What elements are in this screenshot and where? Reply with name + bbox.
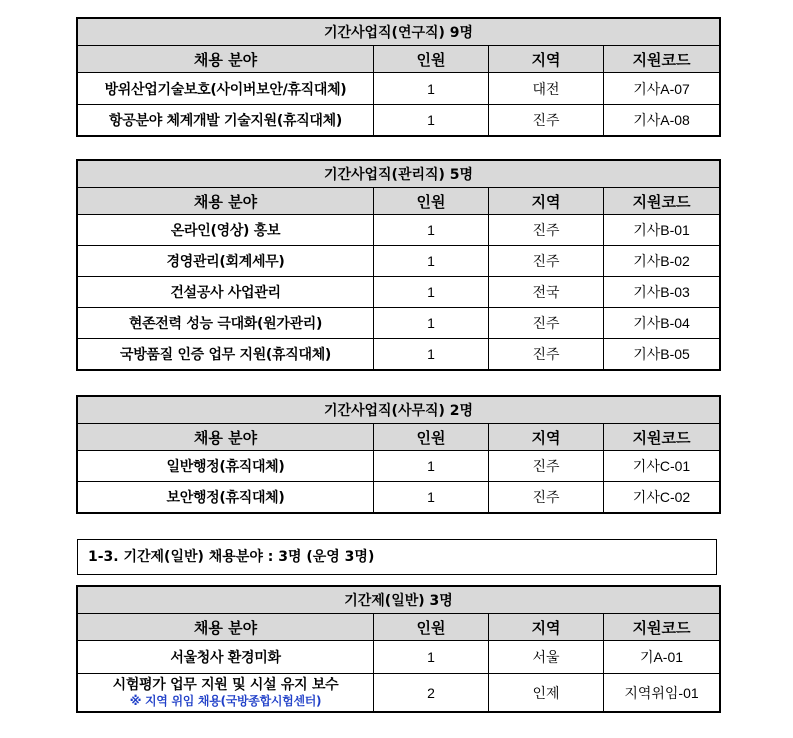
field-cell: 온라인(영상) 홍보 — [78, 215, 374, 246]
header-code: 지원코드 — [604, 614, 720, 641]
table-row — [78, 246, 720, 277]
region-cell: 진주 — [489, 339, 604, 370]
general-table-title: 기간제(일반) 3명 — [78, 587, 720, 614]
header-field: 채용 분야 — [78, 614, 374, 641]
code-cell: 기사C-01 — [604, 451, 720, 482]
header-region: 지역 — [489, 188, 604, 215]
header-field: 채용 분야 — [78, 46, 374, 73]
management-table-title: 기간사업직(관리직) 5명 — [78, 161, 720, 188]
table-row — [78, 105, 720, 136]
header-region: 지역 — [489, 424, 604, 451]
table-row — [78, 73, 720, 105]
count-cell: 1 — [374, 482, 489, 513]
header-count: 인원 — [374, 424, 489, 451]
region-cell: 진주 — [489, 246, 604, 277]
table-row — [78, 482, 720, 513]
section-heading-general: 1-3. 기간제(일반) 채용분야 : 3명 (운영 3명) — [77, 539, 717, 575]
count-cell: 1 — [374, 339, 489, 370]
field-cell: 국방품질 인증 업무 지원(휴직대체) — [78, 339, 374, 370]
field-main-text: 시험평가 업무 지원 및 시설 유지 보수 — [112, 677, 339, 693]
region-cell: 전국 — [489, 277, 604, 308]
table-row — [78, 451, 720, 482]
research-positions-table — [77, 18, 720, 136]
general-positions-table — [77, 586, 720, 712]
region-cell: 진주 — [489, 451, 604, 482]
header-count: 인원 — [374, 46, 489, 73]
field-cell: 보안행정(휴직대체) — [78, 482, 374, 513]
code-cell: 기A-01 — [604, 641, 720, 674]
region-cell: 서울 — [489, 641, 604, 674]
header-count: 인원 — [374, 614, 489, 641]
header-code: 지원코드 — [604, 46, 720, 73]
header-region: 지역 — [489, 46, 604, 73]
count-cell: 1 — [374, 73, 489, 105]
field-cell: 현존전력 성능 극대화(원가관리) — [78, 308, 374, 339]
count-cell: 1 — [374, 215, 489, 246]
field-note: ※ 지역 위임 채용(국방종합시험센터) — [129, 694, 322, 708]
header-field: 채용 분야 — [78, 424, 374, 451]
count-cell: 1 — [374, 277, 489, 308]
region-cell: 진주 — [489, 482, 604, 513]
region-cell: 진주 — [489, 105, 604, 136]
field-cell: 방위산업기술보호(사이버보안/휴직대체) — [78, 73, 374, 105]
table-row — [78, 641, 720, 674]
region-cell: 진주 — [489, 215, 604, 246]
code-cell: 기사B-05 — [604, 339, 720, 370]
count-cell: 1 — [374, 105, 489, 136]
region-cell: 인제 — [489, 674, 604, 712]
code-cell: 기사B-01 — [604, 215, 720, 246]
table-row — [78, 339, 720, 370]
header-code: 지원코드 — [604, 424, 720, 451]
header-count: 인원 — [374, 188, 489, 215]
research-table-title: 기간사업직(연구직) 9명 — [78, 19, 720, 46]
count-cell: 2 — [374, 674, 489, 712]
header-field: 채용 분야 — [78, 188, 374, 215]
management-positions-table — [77, 160, 720, 370]
field-cell — [78, 674, 374, 712]
table-row — [78, 308, 720, 339]
code-cell: 기사B-02 — [604, 246, 720, 277]
code-cell: 기사B-03 — [604, 277, 720, 308]
field-cell: 일반행정(휴직대체) — [78, 451, 374, 482]
header-region: 지역 — [489, 614, 604, 641]
office-table-title: 기간사업직(사무직) 2명 — [78, 397, 720, 424]
field-cell: 경영관리(회계세무) — [78, 246, 374, 277]
code-cell: 기사B-04 — [604, 308, 720, 339]
count-cell: 1 — [374, 308, 489, 339]
code-cell: 기사A-07 — [604, 73, 720, 105]
field-cell: 건설공사 사업관리 — [78, 277, 374, 308]
code-cell: 기사C-02 — [604, 482, 720, 513]
table-row — [78, 215, 720, 246]
office-positions-table — [77, 396, 720, 513]
count-cell: 1 — [374, 451, 489, 482]
table-row — [78, 674, 720, 712]
code-cell: 지역위임-01 — [604, 674, 720, 712]
field-cell: 서울청사 환경미화 — [78, 641, 374, 674]
code-cell: 기사A-08 — [604, 105, 720, 136]
header-code: 지원코드 — [604, 188, 720, 215]
table-row — [78, 277, 720, 308]
region-cell: 대전 — [489, 73, 604, 105]
field-cell: 항공분야 체계개발 기술지원(휴직대체) — [78, 105, 374, 136]
region-cell: 진주 — [489, 308, 604, 339]
count-cell: 1 — [374, 641, 489, 674]
count-cell: 1 — [374, 246, 489, 277]
